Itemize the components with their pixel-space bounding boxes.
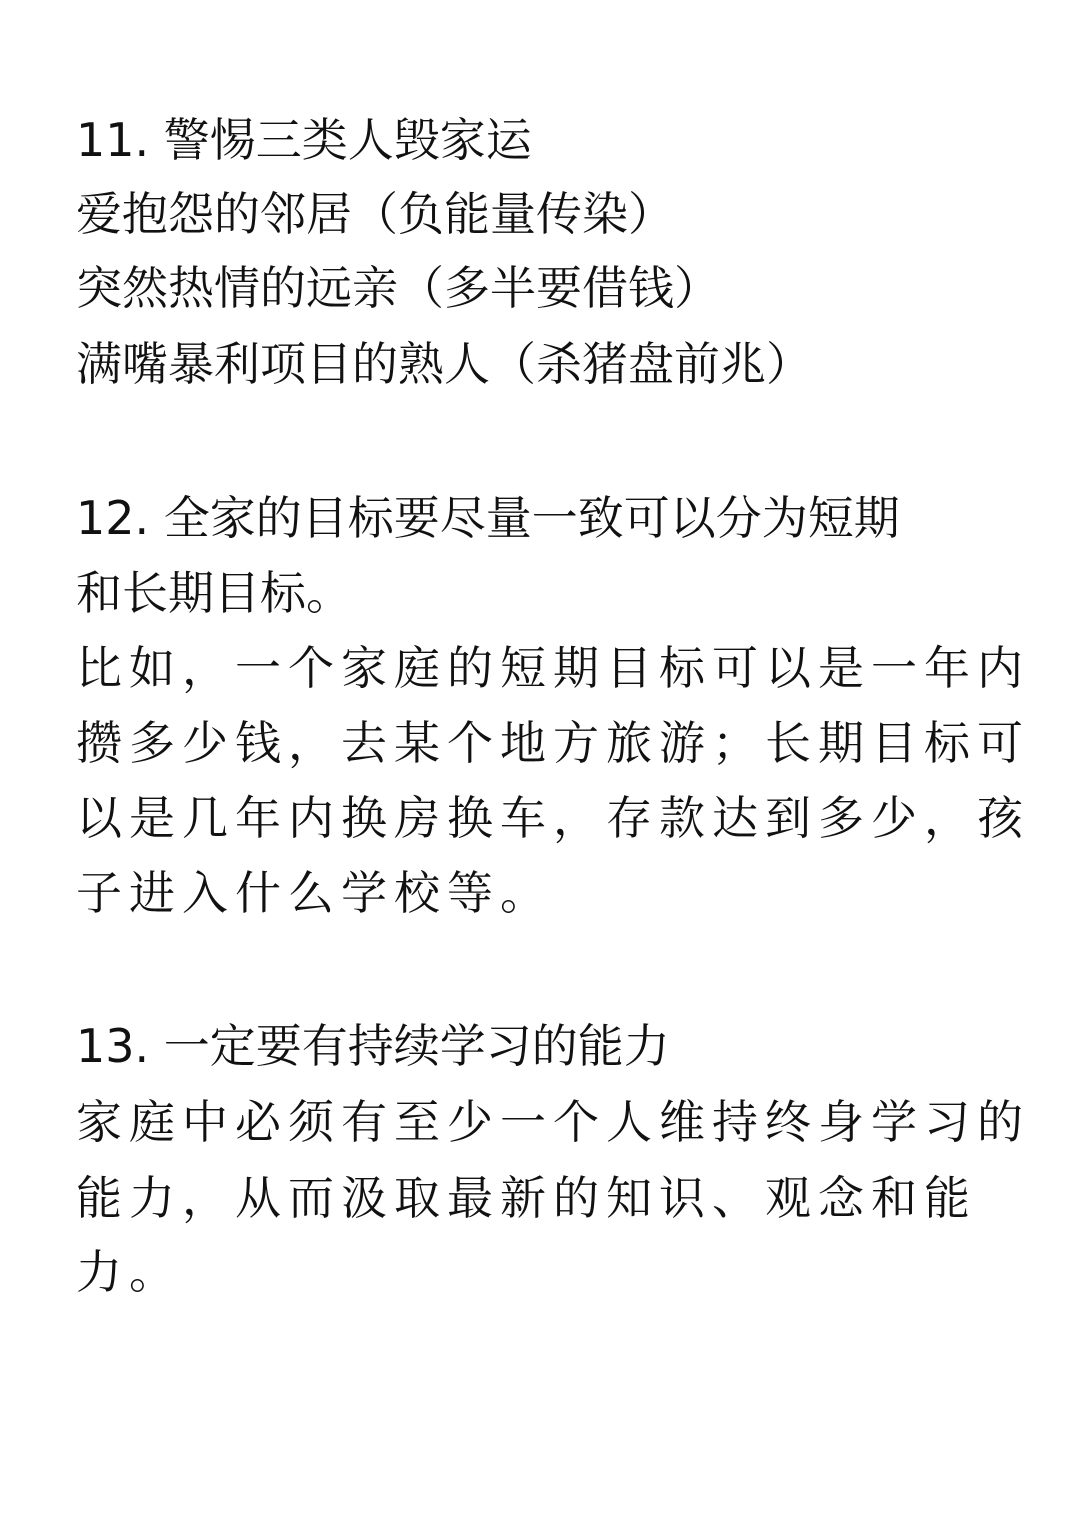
- section-13-line-1: 家庭中必须有至少一个人维持终身学习的: [76, 1095, 1030, 1149]
- section-11-line-2: 突然热情的远亲（多半要借钱）: [76, 261, 720, 315]
- section-12-heading: 12. 全家的目标要尽量一致可以分为短期: [76, 491, 900, 545]
- section-11-line-1: 爱抱怨的邻居（负能量传染）: [76, 187, 674, 241]
- section-12-line-3: 攒多少钱，去某个地方旅游；长期目标可: [76, 716, 1030, 770]
- section-12-line-2: 比如，一个家庭的短期目标可以是一年内: [76, 641, 1030, 695]
- section-13-line-2: 能力，从而汲取最新的知识、观念和能: [76, 1171, 977, 1225]
- section-12-line-5: 子进入什么学校等。: [76, 866, 553, 920]
- section-13-heading: 13. 一定要有持续学习的能力: [76, 1019, 670, 1073]
- section-11-line-3: 满嘴暴利项目的熟人（杀猪盘前兆）: [76, 337, 812, 391]
- section-11-heading: 11. 警惕三类人毁家运: [76, 113, 532, 167]
- section-12-line-4: 以是几年内换房换车，存款达到多少，孩: [76, 791, 1030, 845]
- section-13-line-3: 力。: [76, 1245, 182, 1299]
- section-12-line-1: 和长期目标。: [76, 566, 352, 620]
